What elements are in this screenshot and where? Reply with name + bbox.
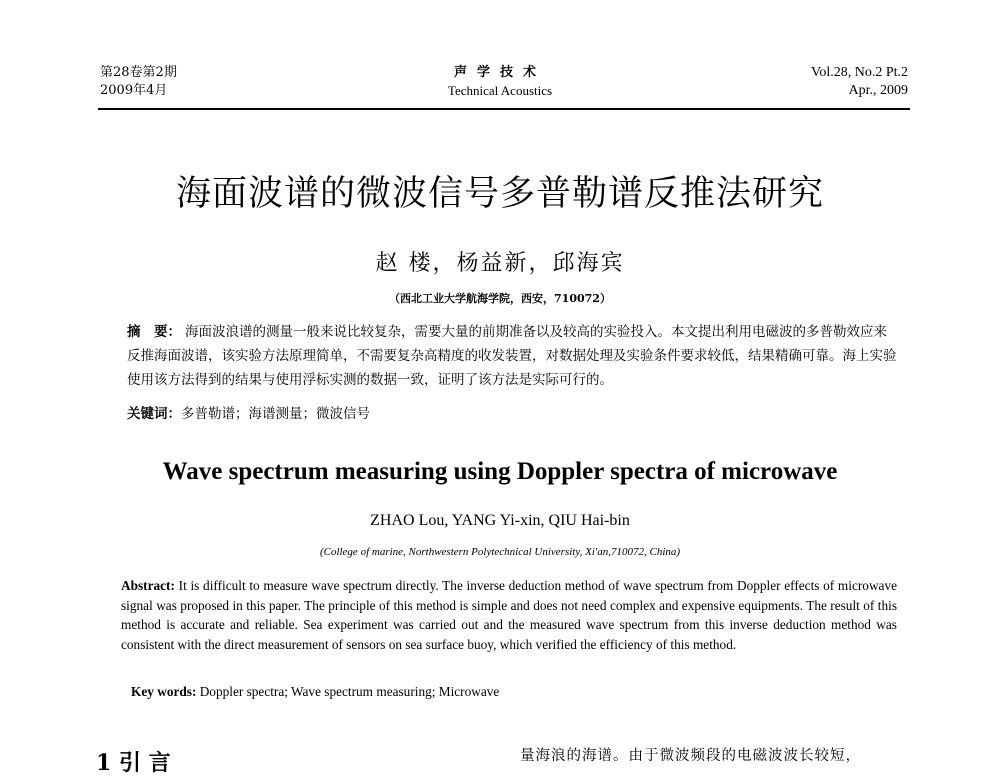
abstract-en-text: It is difficult to measure wave spectrum directly. The inverse deduction method of wave spectrum from Doppler effects of microwave signal was proposed in this paper. The principle of this method is simple and does not need complex and expensive equipments. The result of this method is accurate and reliable. Sea experiment was carried out and the measured wave spectrum from this inverse deduction method was consistent with the direct measurement of sensors on sea surface buoy, which verified the efficiency of this method. — [121, 578, 897, 652]
journal-name-cn: 声学技术 — [453, 65, 546, 80]
authors-cn: 赵 楼，杨益新，邱海宾 — [375, 251, 625, 276]
abstract-cn-label: 摘 要： — [127, 324, 181, 340]
header-rule — [98, 108, 910, 110]
journal-name-en: Technical Acoustics — [447, 83, 553, 98]
volume-issue-en: Vol.28, No.2 Pt.2 — [811, 65, 908, 80]
abstract-cn — [127, 320, 897, 392]
abstract-cn-text: 海面波浪谱的测量一般来说比较复杂，需要大量的前期准备以及较高的实验投入。本文提出利用电磁波的多普勒效应来反推海面波谱，该实验方法原理简单，不需要复杂高精度的收发装置，对数据处理及实验条件要求较低，结果精确可靠。海上实验使用该方法得到的结果与使用浮标实测的数据一致，证明了该方法是实际可行的。 — [127, 324, 897, 388]
abstract-en-label: Abstract: — [121, 578, 175, 593]
running-header-right — [811, 64, 908, 100]
keywords-cn-text: 多普勒谱；海谱测量；微波信号 — [181, 406, 370, 422]
affiliation-en: (College of marine, Northwestern Polytechnical University, Xi'an,710072, China) — [319, 546, 681, 558]
keywords-en — [131, 684, 499, 700]
running-header-left — [100, 64, 177, 100]
authors-en: ZHAO Lou, YANG Yi-xin, QIU Hai-bin — [370, 512, 630, 529]
volume-issue: 第28卷第2期 — [100, 65, 177, 80]
publication-date-en: Apr., 2009 — [848, 83, 908, 98]
affiliation-cn: （西北工业大学航海学院，西安，710072） — [389, 292, 611, 305]
body-text-right-column: 量海浪的海谱。由于微波频段的电磁波波长较短， — [520, 748, 861, 764]
keywords-en-label: Key words: — [131, 684, 197, 699]
running-header-center — [380, 64, 620, 100]
keywords-cn — [127, 402, 370, 422]
paper-title-cn: 海面波谱的微波信号多普勒谱反推法研究 — [175, 174, 824, 214]
keywords-cn-label: 关键词： — [127, 406, 181, 422]
abstract-en — [121, 576, 897, 654]
publication-date: 2009年4月 — [100, 83, 168, 98]
section-heading-introduction: 1 引 言 — [96, 750, 171, 776]
keywords-en-text: Doppler spectra; Wave spectrum measuring; Microwave — [199, 684, 500, 699]
paper-title-en: Wave spectrum measuring using Doppler spectra of microwave — [162, 458, 838, 485]
